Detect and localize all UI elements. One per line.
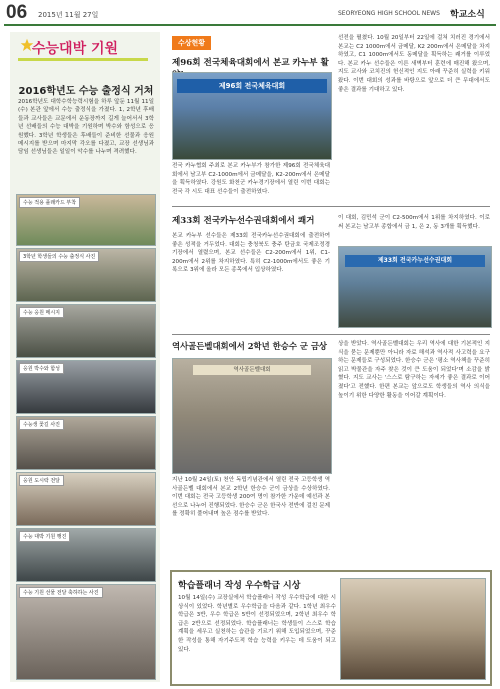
article-title: 학습플래너 작성 우수학급 시상 — [178, 581, 301, 591]
photo-1 — [16, 194, 156, 246]
page-number: 06 — [6, 2, 28, 23]
article-divider — [172, 334, 490, 335]
photo-caption: 응원 도시락 전달 — [19, 475, 64, 486]
photo-5 — [16, 416, 156, 470]
photo-8 — [16, 584, 156, 680]
banner-title: 수능대박 기원 — [32, 41, 119, 57]
banner-underline — [18, 58, 148, 61]
photo-banner-text: 제96회 전국체육대회 — [177, 79, 327, 93]
photo-caption: 수능 대박 기원 행진 — [19, 531, 70, 542]
article-body: 10월 14일(수) 교장실에서 학습플래너 작성 우수학급에 대한 시상식이 있었다. 학년별로 우수학급을 다음과 같다. 1학년 최우수 학급은 3반, 우수 학급은 5반이 선정되었으며, 2학년 최우수 학급은 2반으로 선정되었다. 학습플래너는 학생들이 스스로 학습 계획을 세우고 실천하는 습관을 기르기 위해 도입되었으며, 꾸준한 작성을 통해 자기주도적 학습 능력을 키우는 데 도움이 되고 있다. — [178, 595, 336, 653]
article-body: 2016학년도 대학수학능력시험을 하루 앞둔 11월 11일(수) 본관 앞에서 수능 출정식을 가졌다. 1, 2학년 후배들과 교사들은 교문에서 운동장까지 길게 늘어서서 3학년 선배들의 수능 대박을 기원하며 박수와 함성으로 응원했다. 3학년 학생들은 후배들이 준비한 선물과 응원 메시지를 받으며 마지막 각오를 다졌고, 교장 선생님과 담임 선생님들은 일일이 악수를 나누며 격려했다. — [18, 99, 154, 156]
canoe-championship-photo — [338, 246, 492, 328]
issue-date: 2015년 11월 27일 — [38, 11, 99, 19]
article-body-continued: 선전을 펼쳤다. 10월 20일부터 22일에 걸쳐 치러진 경기에서 본교는 C2 1000m에서 금메달, K2 200m에서 은메달을 차지하였고, C1 1000m에서도 동메달을 획득하는 쾌거를 이루었다. 본교 카누 선수들은 이른 새벽부터 훈련에 매진해 왔으며, 지도 교사와 코치진의 헌신적인 지도 아래 꾸준히 실력을 키워 왔다. 이번 대회의 성과를 바탕으로 앞으로 더 큰 무대에서도 좋은 결과를 기대하고 있다. — [338, 35, 490, 93]
header-rule — [4, 24, 496, 26]
photo-banner-text: 역사골든벨대회 — [193, 365, 311, 375]
photo-caption: 응원 박수와 함성 — [19, 363, 64, 374]
photo-2 — [16, 248, 156, 302]
photo-7 — [16, 528, 156, 582]
article-body: 지난 10월 24일(토) 천안 독립기념관에서 열린 전국 고등학생 역사골든벨 대회에서 본교 2학년 한승수 군이 금상을 수상하였다. 이번 대회는 전국 고등학생 200여 명이 참가한 가운데 예선과 본선으로 나누어 진행되었다. 한승수 군은 한국사 전반에 걸친 문제를 정확히 풀어내며 높은 점수를 받았다. — [172, 477, 330, 518]
golden-bell-photo — [172, 358, 332, 474]
school-name: SEORYEONG HIGH SCHOOL NEWS — [338, 10, 440, 17]
canoe-team-photo — [172, 72, 332, 160]
article-title: 제96회 전국체육대회에서 본교 카누부 활 — [172, 58, 329, 68]
photo-3 — [16, 304, 156, 358]
article-body-continued: 상을 받았다. 역사골든벨대회는 우리 역사에 대한 기본적인 지식을 묻는 문제뿐만 아니라 자료 해석과 역사적 사고력을 요구하는 문제들로 구성되었다. 한승수 군은 '평소 역사책을 꾸준히 읽고 박물관을 자주 찾은 것이 큰 도움이 되었다'며 소감을 밝혔다. 지도 교사는 '스스로 탐구하는 자세가 좋은 결과로 이어졌다'고 전했다. 한편 본교는 앞으로도 학생들의 역사 의식을 높이기 위한 다양한 활동을 이어갈 계획이다. — [338, 341, 490, 399]
section-name: 학교소식 — [450, 10, 485, 20]
photo-caption: 수능 응원 메시지 — [19, 307, 64, 318]
photo-4 — [16, 360, 156, 414]
photo-banner-text: 제33회 전국카누선수권대회 — [345, 255, 485, 267]
article-title: 역사골든벨대회에서 2학년 한승수 군 금상 — [172, 341, 328, 351]
award-ceremony-photo — [340, 578, 486, 680]
left-column — [10, 32, 160, 682]
photo-6 — [16, 472, 156, 526]
banner — [10, 32, 160, 66]
article-body: 본교 카누부 선수들은 제33회 전국카누선수권대회에 출전하여 좋은 성적을 거두었다. 대회는 충청북도 충주 탄금호 국제조정경기장에서 열렸으며, 본교 선수들은 C2-200m에서 1위, C1-200m에서 2위를 차지하였다. 특히 C2-1000m에서도 좋은 기록으로 3위에 올라 모든 종목에서 입상하였다. — [172, 233, 330, 274]
photo-caption: 수능 기원 선물 전달 축하하는 사진 — [19, 587, 103, 598]
article-title: 제33회 전국카누선수권대회에서 쾌거 — [172, 216, 315, 226]
article-title: 2016학년도 수능 출정식 거쳐 — [18, 86, 154, 97]
article-body: 전국 카누협회 주최로 본교 카누부가 참가한 제96회 전국체육대회에서 남고부 C2-1000m에서 금메달을, K2-200m에서 은메달을 획득하였다. 강원도 화천군 카누경기장에서 열린 이번 대회는 전국 각 시도 대표 선수들이 출전하였다. — [172, 163, 330, 195]
article-divider — [172, 206, 490, 207]
section-tag: 수상현황 — [172, 36, 211, 50]
page-header — [0, 0, 500, 30]
photo-caption: 수능 적용 플래카드 부착 — [19, 197, 80, 208]
photo-caption: 3학년 학생들의 수능 출정식 사진 — [19, 251, 99, 262]
photo-caption: 수능생 꽃길 사진 — [19, 419, 64, 430]
article-body-continued: 이 대회, 김민석 군이 C2-500m에서 1위를 차지하였다. 이로써 본교는 남고부 종합에서 금 1, 은 2, 동 3개를 획득했다. — [338, 215, 490, 230]
